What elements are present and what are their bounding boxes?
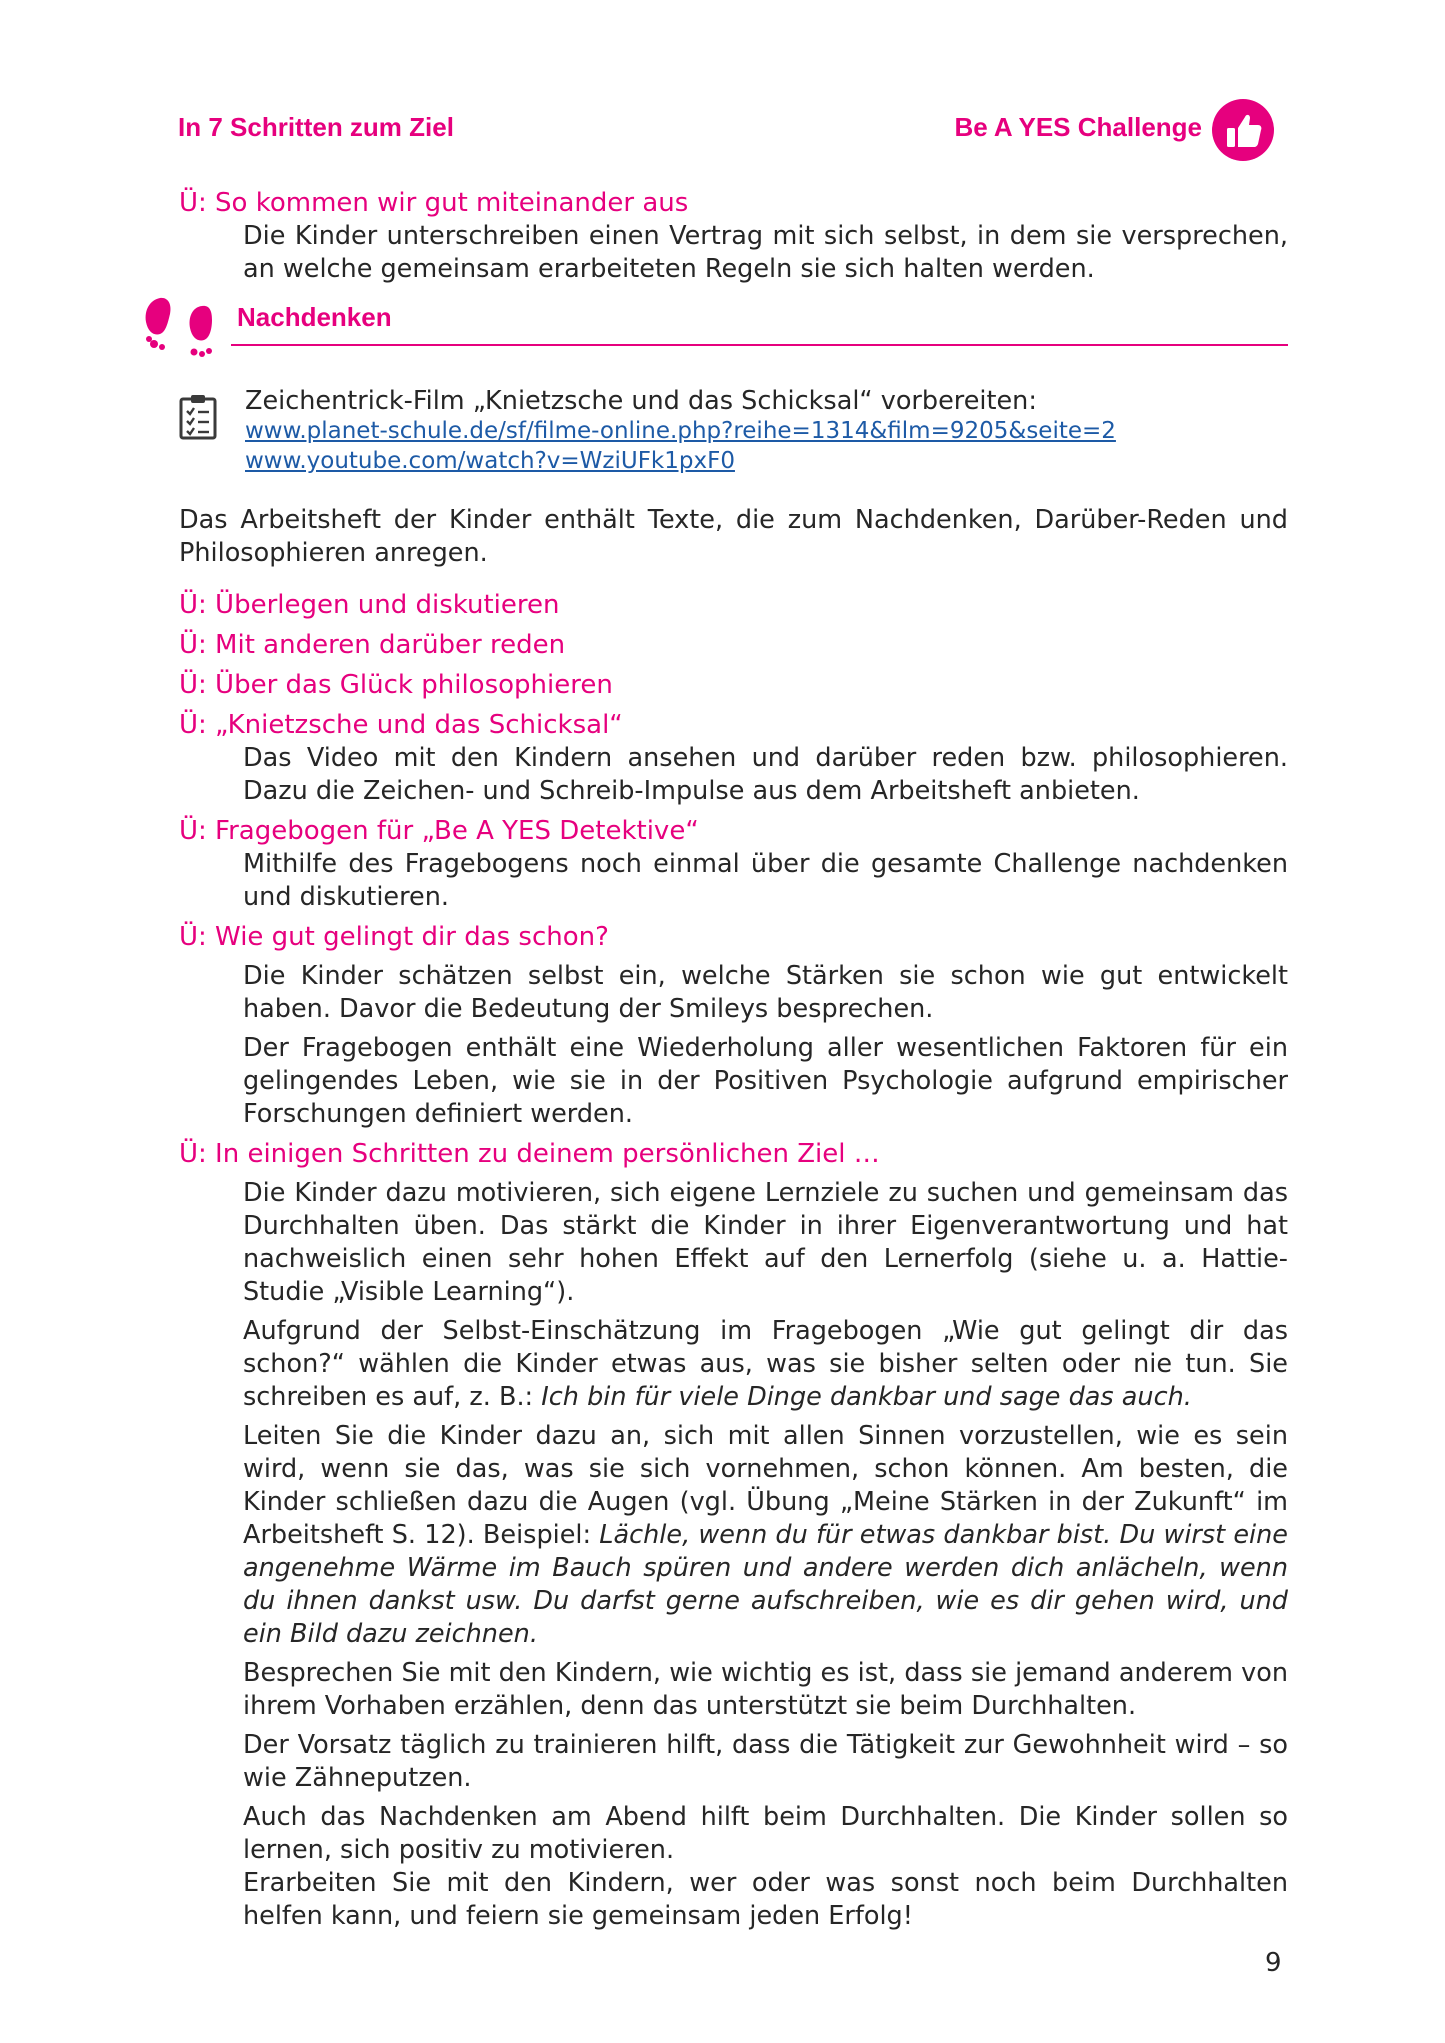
exercise-7-paragraph-6: Auch das Nachdenken am Abend hilft beim Durchhalten. Die Kinder sollen so lernen, sich positiv zu motivieren. <box>243 1802 1288 1865</box>
exercise-7-paragraph-7: Erarbeiten Sie mit den Kindern, wer oder was sonst noch beim Durchhalten helfen kann, und feiern sie gemeinsam jeden Erfolg! <box>243 1868 1288 1931</box>
exercise-7-paragraph-3-example: Lächle, wenn du für etwas dankbar bist. Du wirst eine angenehme Wärme im Bauch spüren und andere werden dich anlächeln, wenn du ihnen dankst usw. Du darfst gerne aufschreiben, wie es dir gehen wird, und ein Bild dazu zeichnen. <box>243 1520 1288 1649</box>
section-divider <box>231 344 1288 346</box>
exercise-heading-6: Ü: Wie gut gelingt dir das schon? <box>179 922 609 952</box>
exercise-heading-7: Ü: In einigen Schritten zu deinem persönlichen Ziel … <box>179 1139 880 1169</box>
exercise-heading-4: Ü: „Knietzsche und das Schicksal“ <box>179 710 623 740</box>
intro-text: Die Kinder unterschreiben einen Vertrag mit sich selbst, in dem sie versprechen, an welche gemeinsam erarbeiteten Regeln sie sich halten werden. <box>243 221 1288 284</box>
section-header <box>174 290 1288 378</box>
section-number: 7 <box>174 302 187 327</box>
preparation-block <box>179 386 1288 476</box>
page-number: 9 <box>1265 1948 1282 1978</box>
exercise-heading-5: Ü: Fragebogen für „Be A YES Detektive“ <box>179 816 699 846</box>
exercise-text-4: Das Video mit den Kindern ansehen und darüber reden bzw. philosophieren. Dazu die Zeichen- und Schreib-Impulse aus dem Arbeitsheft anbieten. <box>243 743 1288 806</box>
exercise-heading-3: Ü: Über das Glück philosophieren <box>179 670 613 700</box>
exercise-7-paragraph-3-text: Leiten Sie die Kinder dazu an, sich mit allen Sinnen vorzustellen, wie es sein wird, wenn sie das, was sie sich vornehmen, schon können. Am besten, die Kinder schließen dazu die Augen (vgl. Übung „Meine Stärken in der Zukunft“ im Arbeitsheft S. 12). Beispiel: <box>243 1421 1288 1550</box>
exercise-7-paragraph-2 <box>179 1315 1288 1414</box>
header-right-title: Be A YES Challenge <box>954 112 1202 142</box>
footprints-icon <box>142 292 220 362</box>
thumbs-up-icon <box>1212 99 1274 161</box>
main-content <box>174 186 1288 1933</box>
exercise-7-paragraph-1: Die Kinder dazu motivieren, sich eigene Lernziele zu suchen und gemeinsam das Durchhalten üben. Das stärkt die Kinder in ihrer Eigenverantwortung und hat nachweislich einen sehr hohen Effekt auf den Lernerfolg (siehe u. a. Hattie-Studie „Visible Learning“). <box>243 1178 1288 1307</box>
youtube-link[interactable]: www.youtube.com/watch?v=WziUFk1pxF0 <box>245 448 735 474</box>
section-title: Nachdenken <box>237 302 392 332</box>
preparation-text: Zeichentrick-Film „Knietzsche und das Schicksal“ vorbereiten: <box>245 386 1037 416</box>
intro-heading: Ü: So kommen wir gut miteinander aus <box>179 188 689 218</box>
exercise-7-paragraph-4: Besprechen Sie mit den Kindern, wie wichtig es ist, dass sie jemand anderem von ihrem Vorhaben erzählen, denn das unterstützt sie beim Durchhalten. <box>243 1658 1288 1721</box>
exercise-7-paragraph-2-example: Ich bin für viele Dinge dankbar und sage das auch. <box>541 1382 1192 1412</box>
exercise-7-paragraph-2-text: Aufgrund der Selbst-Einschätzung im Fragebogen „Wie gut gelingt dir das schon?“ wählen die Kinder etwas aus, was sie bisher selten oder nie tun. Sie schreiben es auf, z. B.: <box>243 1316 1288 1412</box>
clipboard-checklist-icon <box>179 394 217 440</box>
planet-schule-link[interactable]: www.planet-schule.de/sf/filme-online.php?reihe=1314&film=9205&seite=2 <box>245 418 1116 444</box>
exercise-heading-1: Ü: Überlegen und diskutieren <box>179 590 560 620</box>
exercise-7-paragraph-3 <box>179 1420 1288 1651</box>
description-paragraph: Das Arbeitsheft der Kinder enthält Texte, die zum Nachdenken, Darüber-Reden und Philosophieren anregen. <box>179 505 1288 568</box>
exercise-text-5: Mithilfe des Fragebogens noch einmal über die gesamte Challenge nachdenken und diskutieren. <box>243 849 1288 912</box>
header-left-title: In 7 Schritten zum Ziel <box>178 112 454 142</box>
exercise-heading-2: Ü: Mit anderen darüber reden <box>179 630 566 660</box>
exercise-6-paragraph-1: Die Kinder schätzen selbst ein, welche Stärken sie schon wie gut entwickelt haben. Davor die Bedeutung der Smileys besprechen. <box>243 961 1288 1024</box>
exercise-7-paragraph-5: Der Vorsatz täglich zu trainieren hilft, dass die Tätigkeit zur Gewohnheit wird – so wie Zähneputzen. <box>243 1730 1288 1793</box>
exercise-6-paragraph-2: Der Fragebogen enthält eine Wiederholung aller wesentlichen Faktoren für ein gelingendes Leben, wie sie in der Positiven Psychologie aufgrund empirischer Forschungen definiert werden. <box>243 1033 1288 1129</box>
